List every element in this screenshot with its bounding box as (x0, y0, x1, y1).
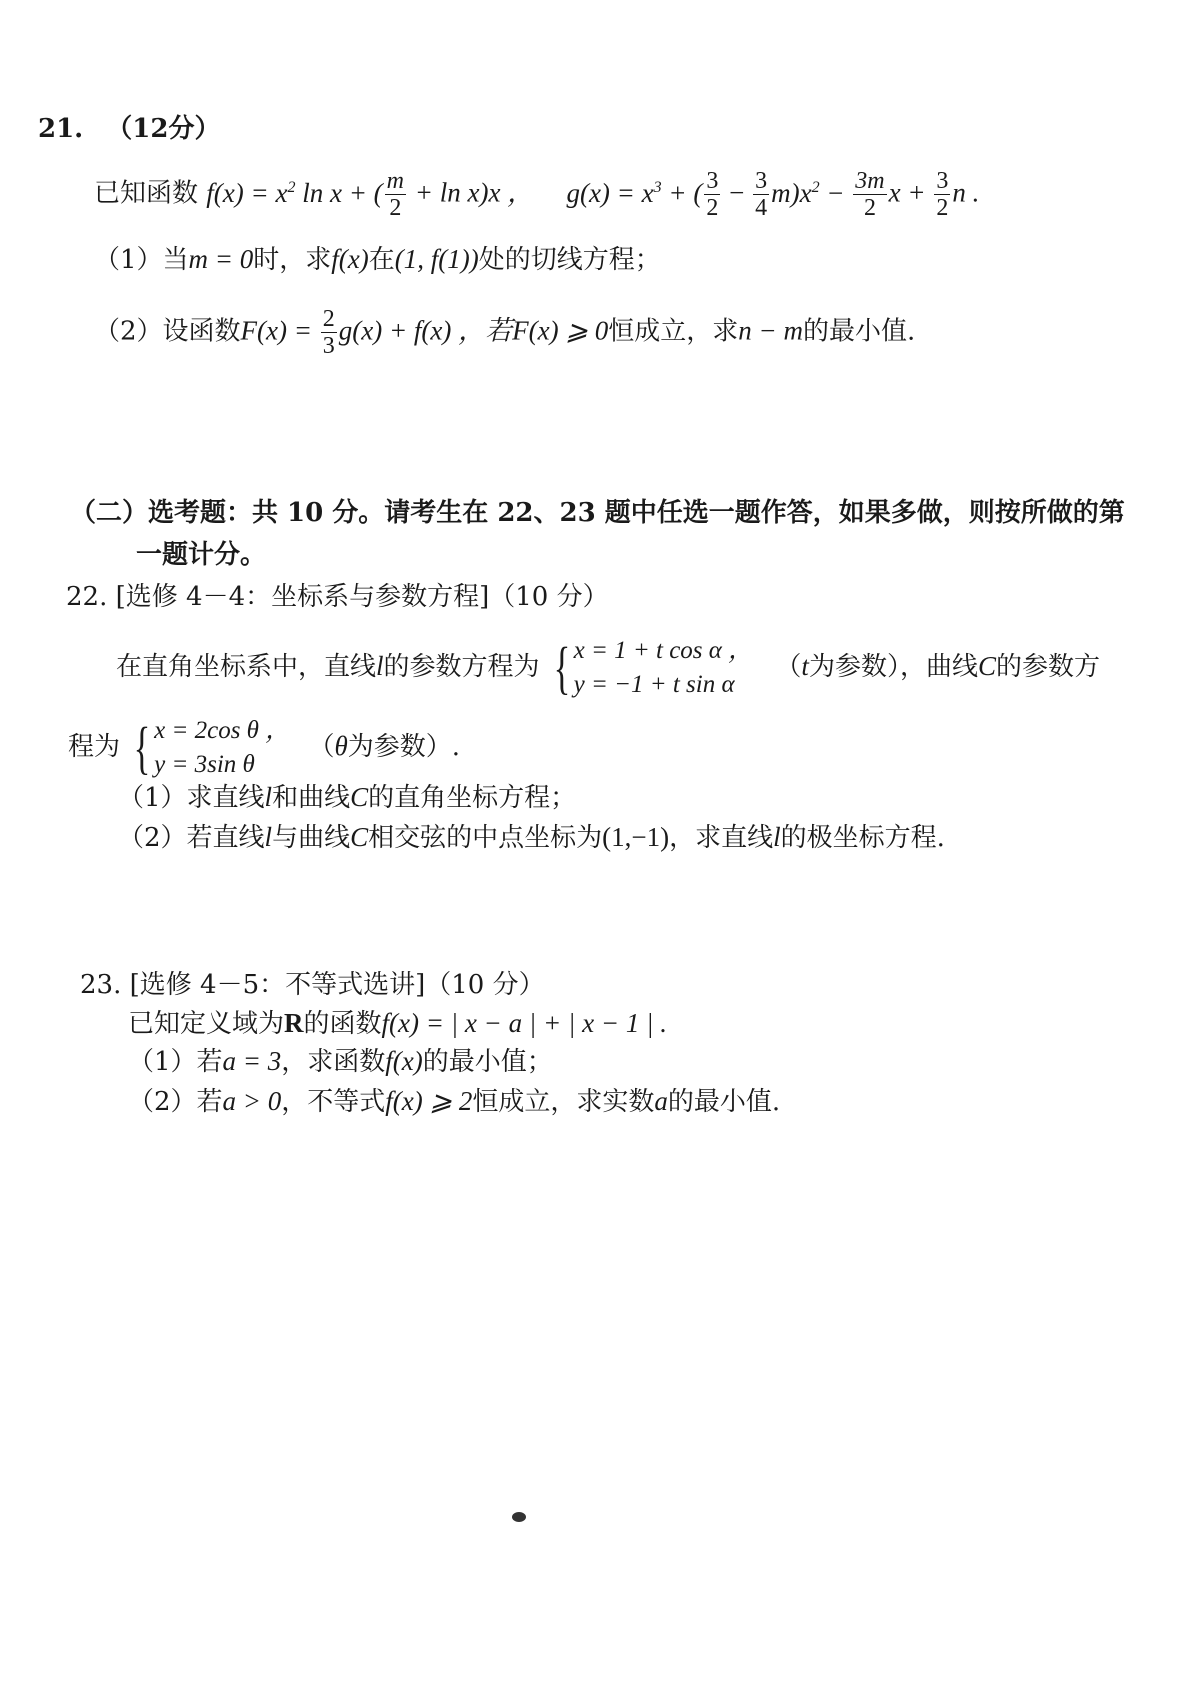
q22-line-param-system: { x = 1 + t cos α ， y = −1 + t sin α (553, 635, 754, 700)
frac-3-over-4: $\frac{3}{4}$ (755, 168, 768, 221)
q21-f-def-end: + ln x)x ， (408, 177, 535, 208)
frac-3-over-2: $\frac{3}{2}$ (706, 168, 719, 221)
q22-continuation: 程为 { x = 2cos θ ， y = 3sin θ （θ为参数）. (68, 715, 461, 780)
scan-smudge-mark (512, 1512, 526, 1522)
q23-part2: （2）若a > 0，不等式f(x) ⩾ 2恒成立，求实数a的最小值. (128, 1086, 781, 1117)
q23-part1: （1）若a = 3，求函数f(x)的最小值； (128, 1046, 553, 1077)
q21-part2: （2）设函数F(x) = $\frac{2}{3}$ g(x) + f(x) ，若F(x) ⩾ 0恒成立，求n − m的最小值. (94, 306, 916, 359)
q21-part1: （1）当m = 0时，求f(x)在(1, f(1))处的切线方程； (94, 244, 661, 275)
q21-number: 21. (38, 114, 84, 144)
q22-intro: 在直角坐标系中，直线l的参数方程为 { x = 1 + t cos α ， y = −1 + t sin α （t为参数），曲线C的参数方 (116, 635, 1100, 700)
q21-points: （12分） (106, 114, 221, 144)
q22-part1: （1）求直线l和曲线C的直角坐标方程； (118, 782, 577, 813)
q21-definition: 已知函数 $f(x) = x^2$ ln x + ( $\frac{m}{2}$ + ln x)x ， $g(x) = x^3$ + ( $\frac{3}{2}$ − $\frac{3}{4}$ $m)x^2$ − $\frac{3m}{2}$ x + $\frac{3}{2}$ n . (94, 168, 980, 221)
q21-f-def: $f(x) = x^2$ ln x + ( (206, 177, 383, 208)
section2-line2: 一题计分。 (136, 540, 267, 570)
q22-curve-param-system: { x = 2cos θ ， y = 3sin θ (133, 715, 291, 780)
q23-intro: 已知定义域为R的函数f(x) = | x − a | + | x − 1 | . (128, 1008, 668, 1039)
frac-m-over-2: $\frac{m}{2}$ (386, 168, 404, 221)
frac-3-over-2-b: $\frac{3}{2}$ (936, 168, 949, 221)
frac-2-over-3: $\frac{2}{3}$ (322, 306, 335, 359)
section2-line1: （二）选考题：共 10 分。请考生在 22、23 题中任选一题作答，如果多做，则按所做的第 (70, 498, 1125, 528)
q22-part2: （2）若直线l与曲线C相交弦的中点坐标为(1,−1)，求直线l的极坐标方程. (118, 822, 945, 853)
frac-3m-over-2: $\frac{3m}{2}$ (855, 168, 885, 221)
q22-header: 22. [选修 4－4：坐标系与参数方程]（10 分） (66, 582, 609, 612)
q21-header (38, 112, 220, 146)
q21-g-def: $g(x) = x^3$ + ( (566, 177, 703, 208)
q21-intro: 已知函数 (94, 178, 199, 209)
q23-header: 23. [选修 4－5：不等式选讲]（10 分） (80, 970, 545, 1000)
